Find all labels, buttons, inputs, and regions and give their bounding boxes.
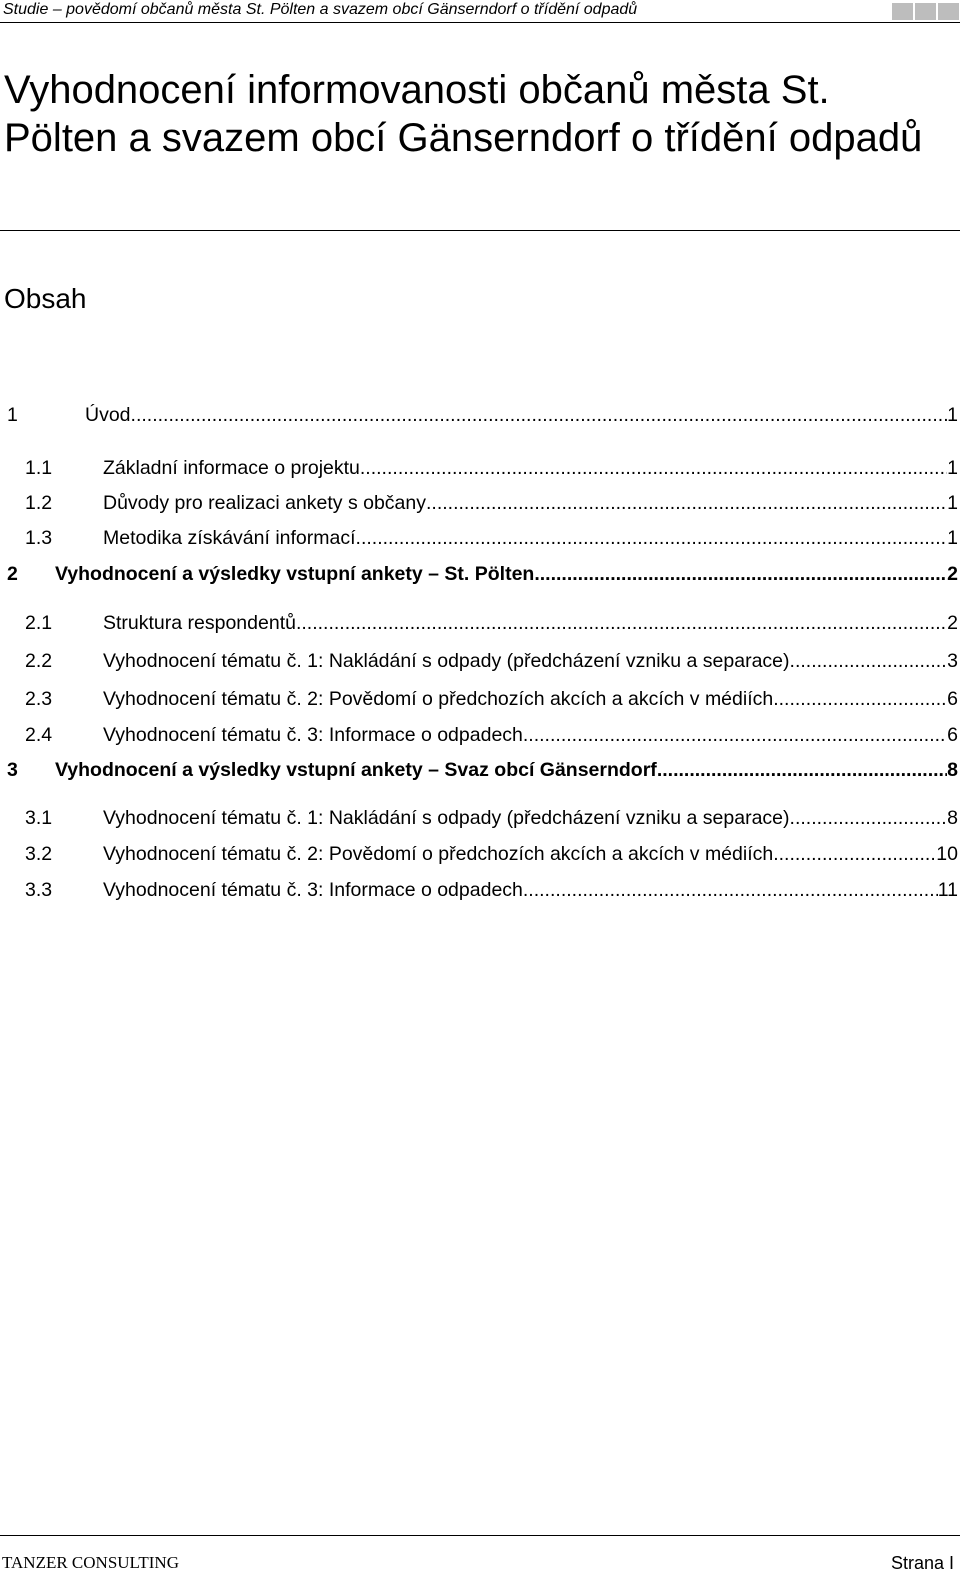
toc-entry-page: 6 <box>947 688 958 710</box>
toc-entry-number: 2 <box>7 563 18 585</box>
toc-entry-2-2[interactable] <box>0 648 958 674</box>
toc-entry-title: Struktura respondentů <box>103 612 296 634</box>
toc-entry-number: 1.2 <box>25 492 53 514</box>
toc-entry-page: 1 <box>947 457 958 479</box>
toc-entry-title: Vyhodnocení tématu č. 2: Povědomí o předchozích akcích a akcích v médiích <box>103 688 774 710</box>
footer-page-number: Strana I <box>890 1553 954 1573</box>
toc-entry-1-1[interactable] <box>0 455 958 481</box>
toc-entry-number: 1 <box>7 404 18 426</box>
toc-entry-title: Vyhodnocení a výsledky vstupní ankety – Svaz obcí Gänserndorf <box>55 759 657 781</box>
toc-entry-number: 1.1 <box>25 457 53 479</box>
footer-rule <box>0 1535 960 1536</box>
toc-entry-page: 6 <box>947 724 958 746</box>
running-header <box>0 0 960 22</box>
toc-entry-3[interactable] <box>0 757 958 783</box>
toc-entry-number: 3.1 <box>25 807 53 829</box>
toc-entry-2[interactable] <box>0 561 958 587</box>
toc-entry-3-3[interactable] <box>0 877 958 903</box>
toc-leader-dots <box>790 648 948 674</box>
toc-entry-title: Vyhodnocení tématu č. 3: Informace o odpadech <box>103 724 523 746</box>
toc-entry-title: Vyhodnocení tématu č. 1: Nakládání s odpady (předcházení vzniku a separace) <box>103 807 790 829</box>
title-rule <box>0 230 960 231</box>
toc-entry-title: Vyhodnocení tématu č. 2: Povědomí o předchozích akcích a akcích v médiích <box>103 843 774 865</box>
toc-entry-1-3[interactable] <box>0 525 958 551</box>
toc-entry-page: 1 <box>947 404 958 426</box>
toc-entry-2-1[interactable] <box>0 610 958 636</box>
toc-entry-title: Vyhodnocení tématu č. 1: Nakládání s odpady (předcházení vzniku a separace) <box>103 650 790 672</box>
toc-entry-page: 2 <box>947 563 958 585</box>
toc-leader-dots <box>356 525 948 551</box>
toc-entry-number: 3 <box>7 759 18 781</box>
toc-entry-title: Vyhodnocení a výsledky vstupní ankety – St. Pölten <box>55 563 535 585</box>
header-square <box>938 3 959 20</box>
toc-entry-page: 10 <box>936 843 958 865</box>
toc-entry-2-3[interactable] <box>0 686 958 712</box>
toc-entry-3-2[interactable] <box>0 841 958 867</box>
toc-entry-title: Základní informace o projektu <box>103 457 360 479</box>
toc-entry-3-1[interactable] <box>0 805 958 831</box>
toc-entry-page: 11 <box>937 879 958 901</box>
toc-entry-number: 2.4 <box>25 724 53 746</box>
toc-entry-number: 2.3 <box>25 688 53 710</box>
toc-entry-2-4[interactable] <box>0 722 958 748</box>
toc-entry-number: 2.1 <box>25 612 53 634</box>
toc-leader-dots <box>790 805 948 831</box>
header-square <box>915 3 936 20</box>
running-title: Studie – povědomí občanů města St. Pölten a svazem obcí Gänserndorf o třídění odpadů <box>3 1 638 18</box>
toc-entry-page: 8 <box>947 759 958 781</box>
toc-leader-dots <box>131 402 948 428</box>
toc-entry-1-2[interactable] <box>0 490 958 516</box>
toc-leader-dots <box>523 722 947 748</box>
toc-entry-page: 1 <box>947 527 958 549</box>
toc-heading: Obsah <box>4 283 87 314</box>
toc-entry-number: 3.2 <box>25 843 53 865</box>
toc-entry-number: 1.3 <box>25 527 53 549</box>
toc-entry-1[interactable] <box>0 402 958 428</box>
toc-entry-title: Důvody pro realizaci ankety s občany <box>103 492 426 514</box>
document-title: Vyhodnocení informovanosti občanů města St. Pölten a svazem obcí Gänserndorf o třídění odpadů <box>4 68 923 160</box>
toc-leader-dots <box>360 455 947 481</box>
header-square <box>892 3 913 20</box>
toc-entry-title: Úvod <box>85 404 131 426</box>
toc-leader-dots <box>773 841 936 867</box>
footer-company: TANZER CONSULTING <box>2 1553 179 1572</box>
toc-leader-dots <box>523 877 938 903</box>
toc-entry-number: 3.3 <box>25 879 53 901</box>
toc-entry-page: 1 <box>947 492 958 514</box>
toc-leader-dots <box>296 610 947 636</box>
toc-leader-dots <box>534 561 947 587</box>
toc-entry-page: 3 <box>947 650 958 672</box>
toc-leader-dots <box>657 757 947 783</box>
header-rule <box>0 22 960 23</box>
toc-entry-page: 8 <box>947 807 958 829</box>
toc-entry-title: Metodika získávání informací <box>103 527 356 549</box>
toc-entry-number: 2.2 <box>25 650 53 672</box>
toc-leader-dots <box>773 686 947 712</box>
toc-entry-title: Vyhodnocení tématu č. 3: Informace o odpadech <box>103 879 523 901</box>
toc-entry-page: 2 <box>947 612 958 634</box>
toc-leader-dots <box>426 490 947 516</box>
